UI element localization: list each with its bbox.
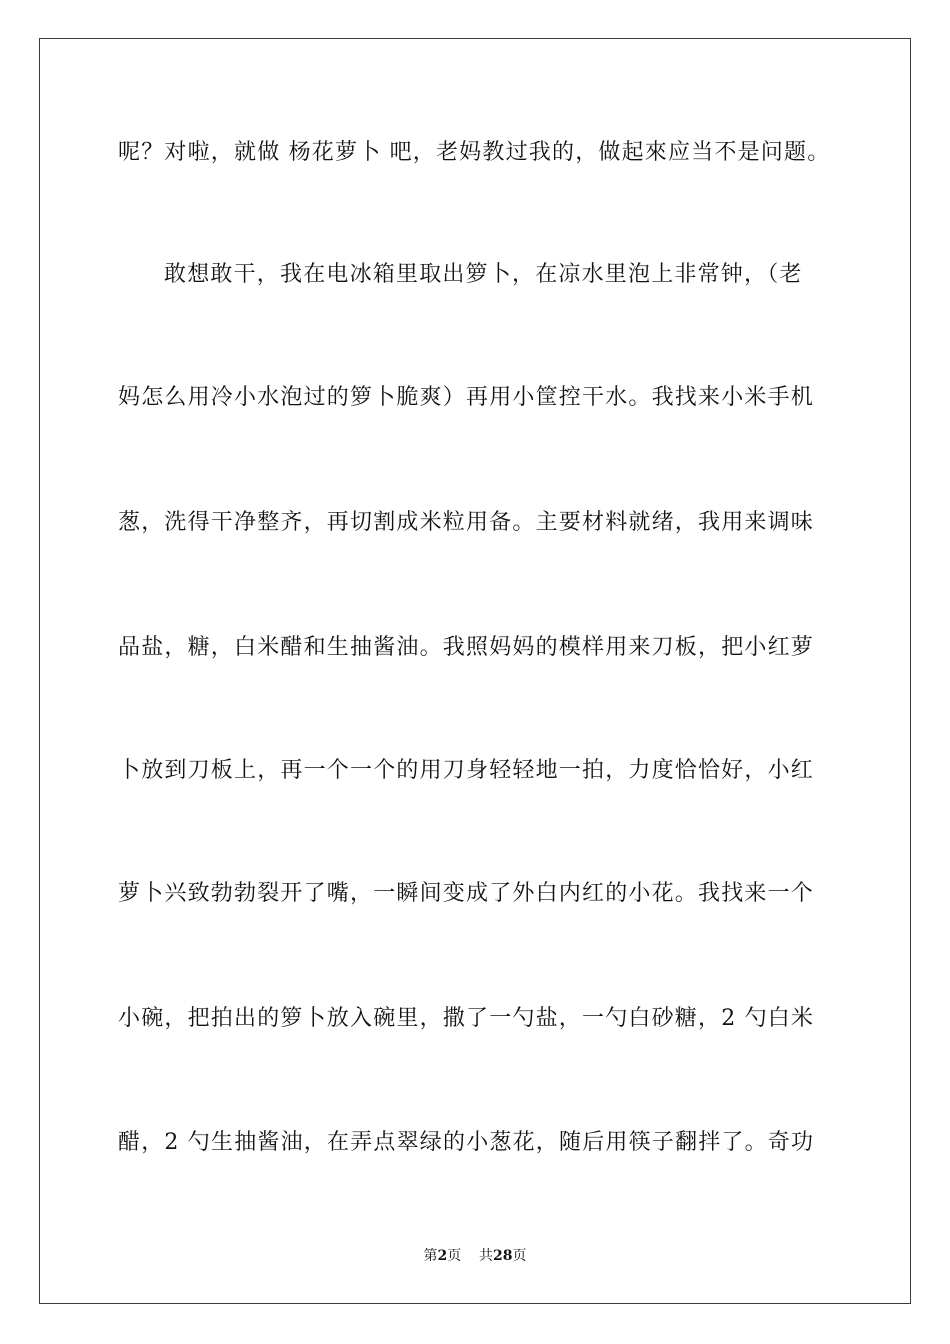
total-prefix: 共 bbox=[479, 1248, 494, 1264]
page-suffix: 页 bbox=[447, 1248, 462, 1264]
body-text-line-1: 呢？对啦，就做 杨花萝卜 吧，老妈教过我的，做起來应当不是问题。 bbox=[118, 140, 831, 165]
body-text-line-9: 醋，2 勺生抽酱油，在弄点翠绿的小葱花，随后用筷子翻拌了。奇功 bbox=[118, 1130, 815, 1155]
page-footer bbox=[0, 1247, 950, 1265]
body-text-line-2: 敢想敢干，我在电冰箱里取出箩卜，在凉水里泡上非常钟，（老 bbox=[164, 262, 803, 287]
body-text-line-4: 葱，洗得干净整齐，再切割成米粒用备。主要材料就绪，我用来调味 bbox=[118, 510, 815, 535]
body-text-line-8: 小碗，把拍出的箩卜放入碗里，撒了一勺盐，一勺白砂糖，2 勺白米 bbox=[118, 1006, 815, 1031]
total-suffix: 页 bbox=[512, 1248, 527, 1264]
page-border bbox=[39, 38, 911, 1304]
page-prefix: 第 bbox=[423, 1248, 438, 1264]
body-text-line-3: 妈怎么用冷小水泡过的箩卜脆爽）再用小筐控干水。我找来小米手机 bbox=[118, 385, 815, 410]
body-text-line-5: 品盐，糖，白米醋和生抽酱油。我照妈妈的模样用来刀板，把小红萝 bbox=[118, 635, 815, 660]
body-text-line-7: 萝卜兴致勃勃裂开了嘴，一瞬间变成了外白内红的小花。我找来一个 bbox=[118, 881, 815, 906]
current-page-number: 2 bbox=[437, 1248, 448, 1264]
total-page-count: 28 bbox=[493, 1248, 513, 1264]
body-text-line-6: 卜放到刀板上，再一个一个的用刀身轻轻地一拍，力度恰恰好，小红 bbox=[118, 758, 815, 783]
